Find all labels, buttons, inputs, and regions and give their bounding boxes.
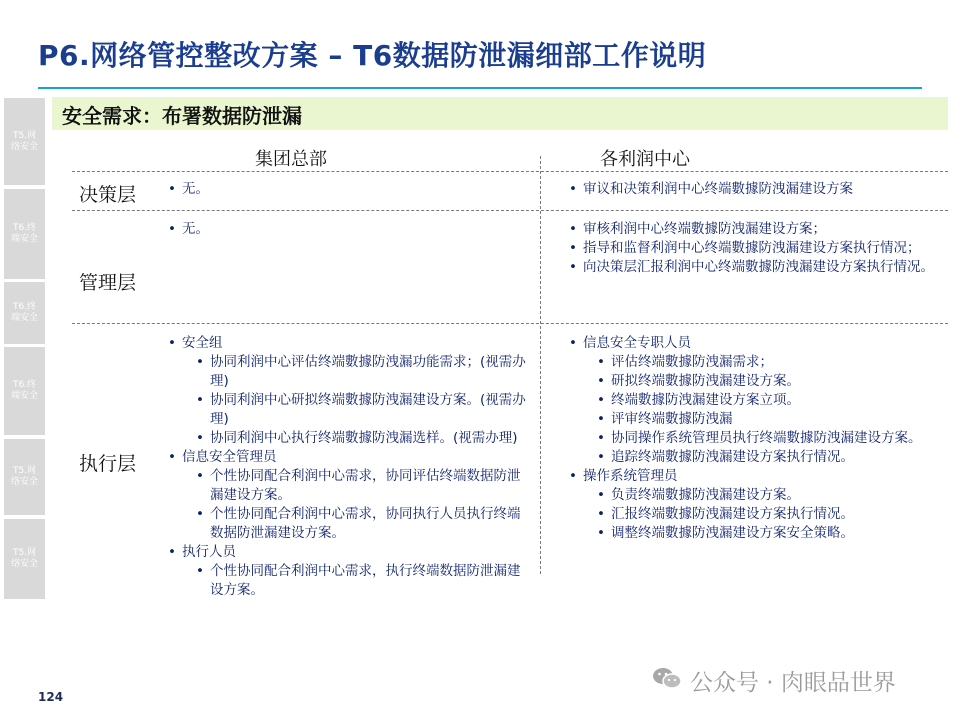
list-item: • 汇报终端數據防洩漏建设方案执行情况。 — [565, 505, 931, 524]
watermark-text: 公众号 · 肉眼品世界 — [690, 670, 896, 696]
watermark — [652, 664, 896, 697]
list-item: • 信息安全管理员 — [164, 448, 530, 467]
banner-title: 安全需求：布署数据防泄漏 — [62, 104, 302, 128]
side-tab-5[interactable] — [4, 439, 45, 515]
side-tab-3[interactable] — [4, 282, 45, 344]
list-item: • 无。 — [164, 180, 524, 199]
execution-hq-cell — [164, 334, 530, 600]
page-number: 124 — [38, 690, 64, 704]
list-item: • 终端數據防洩漏建设方案立项。 — [565, 391, 931, 410]
list-item: • 协同操作系统管理员执行终端數據防洩漏建设方案。 — [565, 429, 931, 448]
side-tab-4[interactable] — [4, 347, 45, 435]
row-divider — [72, 323, 948, 324]
row-label-management: 管理层 — [79, 272, 137, 294]
side-tab-label: T6.终端安全 — [10, 223, 38, 244]
side-tab-label: T5.网络安全 — [10, 130, 38, 152]
list-item: • 操作系统管理员 — [565, 467, 931, 486]
list-item: • 个性协同配合利润中心需求，执行终端数据防泄漏建设方案。 — [164, 562, 530, 600]
side-tab-label: T5.网络安全 — [10, 548, 38, 569]
management-profit-cell — [565, 220, 935, 277]
column-header-profit-centers: 各利润中心 — [600, 149, 690, 170]
wechat-icon — [652, 666, 682, 696]
list-item: • 追踪终端數據防洩漏建设方案执行情况。 — [565, 448, 931, 467]
list-item: • 研拟终端數據防洩漏建设方案。 — [565, 372, 931, 391]
list-item: • 负责终端數據防洩漏建设方案。 — [565, 486, 931, 505]
row-label-decision: 决策层 — [79, 184, 137, 206]
list-item: • 个性协同配合利润中心需求，协同评估终端数据防泄漏建设方案。 — [164, 467, 530, 505]
side-tab-label: T5.网络安全 — [10, 466, 38, 487]
list-item: • 协同利润中心评估终端數據防洩漏功能需求；(视需办理) — [164, 353, 530, 391]
list-item: • 调整终端數據防洩漏建设方案安全策略。 — [565, 524, 931, 543]
decision-profit-cell — [565, 180, 935, 199]
column-header-hq: 集团总部 — [255, 149, 327, 170]
side-tab-label: T6.终端安全 — [10, 302, 38, 323]
list-item: • 个性协同配合利润中心需求，协同执行人员执行终端数据防泄漏建设方案。 — [164, 505, 530, 543]
side-tab-1[interactable] — [4, 98, 45, 185]
list-item: • 评估终端數據防洩漏需求； — [565, 353, 931, 372]
row-divider — [72, 210, 948, 211]
list-item: • 执行人员 — [164, 543, 530, 562]
list-item: • 审核利润中心终端數據防洩漏建设方案； — [565, 220, 935, 239]
side-tab-6[interactable] — [4, 519, 45, 599]
row-label-execution: 执行层 — [79, 453, 137, 475]
decision-hq-cell — [164, 180, 524, 199]
row-divider — [72, 171, 948, 172]
side-tab-2[interactable] — [4, 189, 45, 279]
list-item: • 指导和监督利润中心终端數據防洩漏建设方案执行情况； — [565, 239, 935, 258]
execution-profit-cell — [565, 334, 931, 543]
page-title: P6.网络管控整改方案 – T6数据防泄漏细部工作说明 — [38, 39, 707, 72]
list-item: • 向决策层汇报利润中心终端數據防洩漏建设方案执行情况。 — [565, 258, 935, 277]
list-item: • 审议和决策利润中心终端數據防洩漏建设方案 — [565, 180, 935, 199]
side-tab-label: T6.终端安全 — [10, 380, 38, 401]
list-item: • 协同利润中心执行终端數據防洩漏选样。(视需办理) — [164, 429, 530, 448]
list-item: • 评审终端數據防洩漏 — [565, 410, 931, 429]
list-item: • 无。 — [164, 220, 524, 239]
list-item: • 协同利润中心研拟终端數據防洩漏建设方案。(视需办理) — [164, 391, 530, 429]
column-divider — [540, 156, 541, 574]
list-item: • 信息安全专职人员 — [565, 334, 931, 353]
list-item: • 安全组 — [164, 334, 530, 353]
requirement-banner — [52, 97, 948, 130]
title-underline — [38, 87, 922, 89]
management-hq-cell — [164, 220, 524, 239]
